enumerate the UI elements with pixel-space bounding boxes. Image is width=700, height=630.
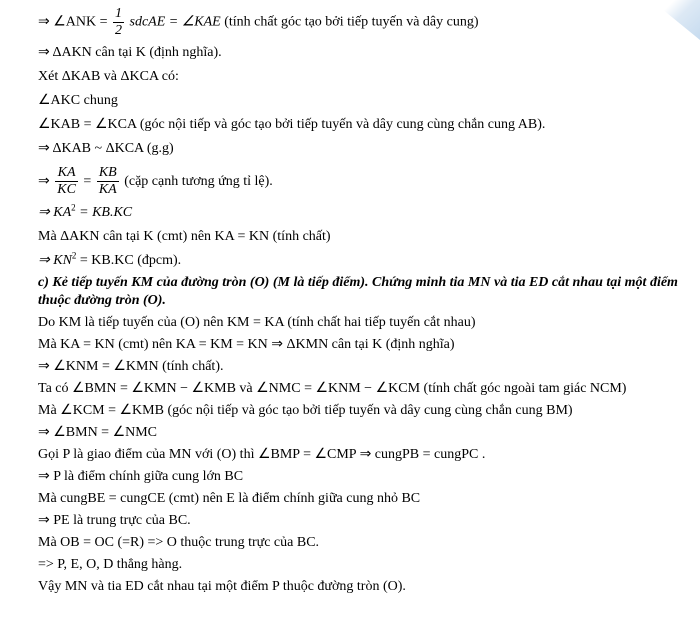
line-14: ⇒ ∠KNM = ∠KMN (tính chất). (38, 359, 224, 374)
line-9: Mà ΔAKN cân tại K (cmt) nên KA = KN (tính chất) (38, 229, 331, 244)
text: ⇒ KA (38, 205, 72, 220)
line-19: ⇒ P là điểm chính giữa cung lớn BC (38, 469, 244, 484)
numerator: KB (98, 165, 117, 181)
denominator: KC (57, 182, 76, 198)
denominator: KA (98, 182, 117, 198)
line-5: ∠KAB = ∠KCA (góc nội tiếp và góc tạo bởi tiếp tuyến và dây cung cùng chắn cung AB). (38, 117, 546, 132)
line-10 (38, 252, 678, 270)
text: = KB.KC (75, 205, 133, 220)
line-3: Xét ΔKAB và ΔKCA có: (38, 69, 179, 84)
line-12: Do KM là tiếp tuyến của (O) nên KM = KA (tính chất hai tiếp tuyến cắt nhau) (38, 315, 476, 330)
line-1 (38, 6, 678, 36)
text: = KB.KC (đpcm). (76, 253, 182, 268)
line-7 (38, 164, 678, 200)
line-4: ∠AKC chung (38, 93, 118, 108)
fraction-ka-kc (55, 165, 78, 198)
line-6: ⇒ ΔKAB ~ ΔKCA (g.g) (38, 141, 174, 156)
document-body (38, 6, 678, 596)
text: (cặp cạnh tương ứng tỉ lệ). (120, 174, 273, 189)
denominator: 2 (115, 23, 123, 38)
line-13: Mà KA = KN (cmt) nên KA = KM = KN ⇒ ΔKMN cân tại K (định nghĩa) (38, 337, 455, 352)
line-23: => P, E, O, D thẳng hàng. (38, 557, 183, 572)
line-15: Ta có ∠BMN = ∠KMN − ∠KMB và ∠NMC = ∠KNM − ∠KCM (tính chất góc ngoài tam giác NCM) (38, 381, 627, 396)
line-18: Gọi P là giao điểm của MN với (O) thì ∠BMP = ∠CMP ⇒ cungPB = cungPC . (38, 447, 486, 462)
text: ⇒ KN (38, 253, 72, 268)
superscript: 2 (71, 250, 77, 261)
line-17: ⇒ ∠BMN = ∠NMC (38, 425, 158, 440)
line-20: Mà cungBE = cungCE (cmt) nên E là điểm chính giữa cung nhỏ BC (38, 491, 421, 506)
line-22: Mà OB = OC (=R) => O thuộc trung trực của BC. (38, 535, 320, 550)
numerator: 1 (115, 6, 123, 21)
text: sdcAE = ∠KAE (126, 14, 221, 30)
text: ⇒ (38, 174, 54, 189)
text: ⇒ ∠ANK = (38, 14, 112, 30)
line-2: ⇒ ΔAKN cân tại K (định nghĩa). (38, 45, 222, 60)
numerator: KA (55, 165, 78, 182)
text: (tính chất góc tạo bởi tiếp tuyến và dây cung) (220, 14, 479, 30)
line-16: Mà ∠KCM = ∠KMB (góc nội tiếp và góc tạo bởi tiếp tuyến và dây cung cùng chắn cung BM) (38, 403, 573, 418)
text: = (79, 174, 95, 189)
line-8 (38, 204, 678, 222)
line-21: ⇒ PE là trung trực của BC. (38, 513, 191, 528)
superscript: 2 (71, 202, 76, 213)
fraction-kb-ka (97, 165, 119, 198)
section-c-heading: c) Kẻ tiếp tuyến KM của đường tròn (O) (M là tiếp điểm). Chứng minh tia MN và tia ED cắt nhau tại một điểm thuộc đường tròn (O). (38, 275, 678, 308)
line-24: Vậy MN và tia ED cắt nhau tại một điểm P thuộc đường tròn (O). (38, 579, 406, 594)
fraction-half (113, 6, 124, 39)
